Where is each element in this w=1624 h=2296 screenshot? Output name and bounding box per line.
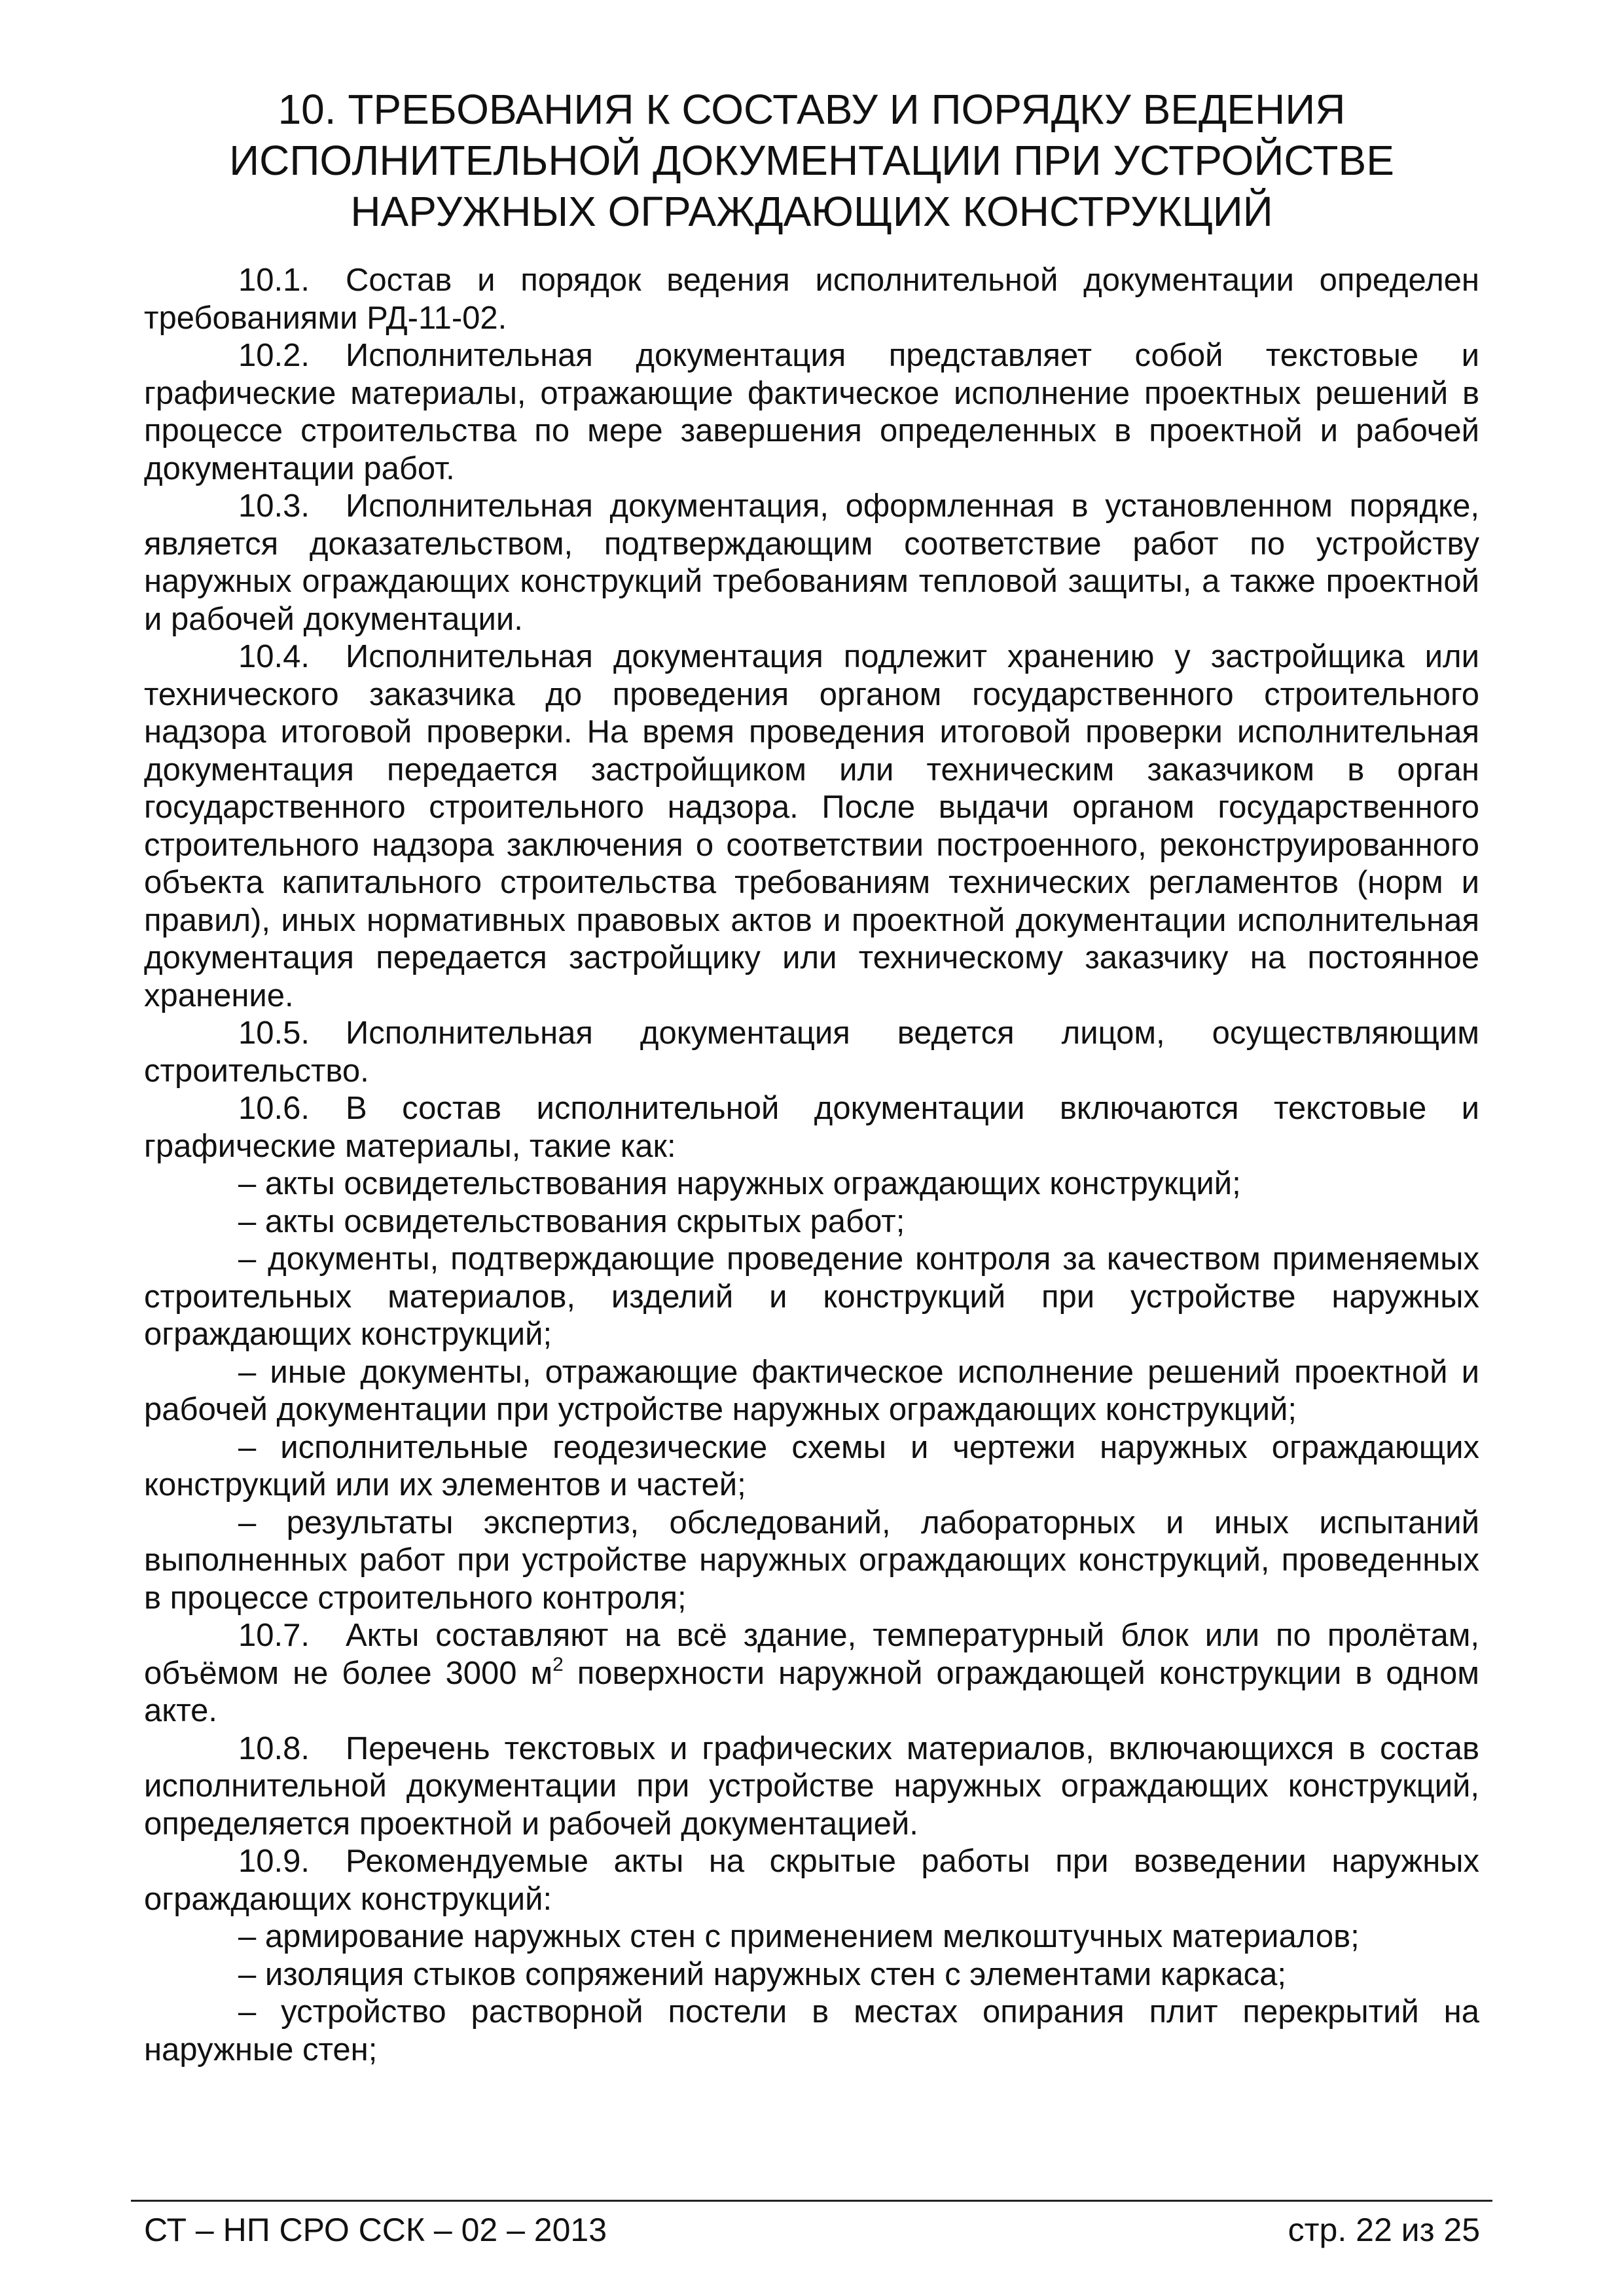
section-heading — [144, 84, 1479, 237]
paragraph-text: Исполнительная документация ведется лицом, осуществляющим строительство. — [144, 1015, 1479, 1089]
paragraph-text: Перечень текстовых и графических материалов, включающихся в состав исполнительной документации при устройстве наружных ограждающих конструкций, определяется проектной и рабочей документацией. — [144, 1730, 1479, 1842]
heading-line-2: ИСПОЛНИТЕЛЬНОЙ ДОКУМЕНТАЦИИ ПРИ УСТРОЙСТВЕ — [229, 137, 1394, 184]
paragraph-10-9 — [144, 1843, 1479, 1918]
list-item: – иные документы, отражающие фактическое исполнение решений проектной и рабочей документации при устройстве наружных ограждающих конструкций; — [144, 1354, 1479, 1427]
list-item: – исполнительные геодезические схемы и чертежи наружных ограждающих конструкций или их элементов и частей; — [144, 1429, 1479, 1503]
paragraph-number: 10.9. — [238, 1844, 310, 1879]
paragraph-text: Исполнительная документация, оформленная в установленном порядке, является доказательством, подтверждающим соответствие работ по устройству наружных ограждающих конструкций требованиям тепловой защиты, а также проектной и рабочей документации. — [144, 488, 1479, 637]
footer-divider — [131, 2200, 1492, 2202]
paragraph-number: 10.4. — [238, 639, 310, 674]
paragraph-10-3 — [144, 488, 1479, 638]
paragraph-text: Исполнительная документация представляет собой текстовые и графические материалы, отражающие фактическое исполнение проектных решений в процессе строительства по мере завершения определенных в проектной и рабочей документации работ. — [144, 338, 1479, 486]
paragraph-number: 10.2. — [238, 338, 310, 373]
footer-doc-code: СТ – НП СРО ССК – 02 – 2013 — [144, 2212, 607, 2248]
paragraph-10-6 — [144, 1090, 1479, 1165]
paragraph-number: 10.3. — [238, 488, 310, 524]
paragraph-number: 10.8. — [238, 1730, 310, 1766]
paragraph-10-1 — [144, 262, 1479, 337]
list-item: – изоляция стыков сопряжений наружных стен с элементами каркаса; — [238, 1956, 1286, 1992]
superscript: 2 — [552, 1653, 564, 1675]
footer-page-number: стр. 22 из 25 — [1288, 2212, 1480, 2248]
paragraph-number: 10.6. — [238, 1091, 310, 1126]
list-item: – акты освидетельствования скрытых работ; — [238, 1203, 905, 1239]
paragraph-number: 10.5. — [238, 1015, 310, 1051]
paragraph-10-8 — [144, 1730, 1479, 1844]
paragraph-text: Исполнительная документация подлежит хранению у застройщика или технического заказчика до проведения органом государственного строительного надзора итоговой проверки. На время проведения итоговой проверки исполнительная документация передается застройщиком или техническим заказчиком в орган государственного строительного надзора. После выдачи органом государственного строительного надзора заключения о соответствии построенного, реконструированного объекта капитального строительства требованиям технических регламентов (норм и правил), иных нормативных правовых актов и проектной документации исполнительная документация передается застройщику или техническому заказчику на постоянное хранение. — [144, 639, 1479, 1013]
paragraph-10-4 — [144, 638, 1479, 1015]
heading-line-3: НАРУЖНЫХ ОГРАЖДАЮЩИХ КОНСТРУКЦИЙ — [350, 188, 1273, 235]
section-body — [144, 262, 1479, 2069]
list-item: – акты освидетельствования наружных ограждающих конструкций; — [238, 1166, 1241, 1201]
paragraph-text-after: поверхности наружной ограждающей конструкции в одном акте. — [144, 1655, 1479, 1728]
list-item: – документы, подтверждающие проведение контроля за качеством применяемых строительных материалов, изделий и конструкций при устройстве наружных ограждающих конструкций; — [144, 1241, 1479, 1352]
paragraph-text: В состав исполнительной документации включаются текстовые и графические материалы, такие как: — [144, 1091, 1479, 1164]
paragraph-10-7 — [144, 1617, 1479, 1730]
list-item: – результаты экспертиз, обследований, лабораторных и иных испытаний выполненных работ при устройстве наружных ограждающих конструкций, проведенных в процессе строительного контроля; — [144, 1504, 1479, 1616]
list-item: – устройство растворной постели в местах опирания плит перекрытий на наружные стен; — [144, 1994, 1479, 2068]
heading-line-1: 10. ТРЕБОВАНИЯ К СОСТАВУ И ПОРЯДКУ ВЕДЕНИЯ — [278, 86, 1346, 133]
paragraph-10-2 — [144, 337, 1479, 488]
paragraph-text: Состав и порядок ведения исполнительной документации определен требованиями РД-11-02. — [144, 263, 1479, 336]
paragraph-10-5 — [144, 1015, 1479, 1090]
list-item: – армирование наружных стен с применением мелкоштучных материалов; — [238, 1919, 1360, 1954]
paragraph-text-before: Акты составляют на всё здание, температурный блок или по пролётам, объёмом не более 3000 м — [144, 1618, 1479, 1691]
paragraph-number: 10.7. — [238, 1618, 310, 1653]
paragraph-text: Рекомендуемые акты на скрытые работы при возведении наружных ограждающих конструкций: — [144, 1844, 1479, 1917]
paragraph-number: 10.1. — [238, 263, 310, 298]
